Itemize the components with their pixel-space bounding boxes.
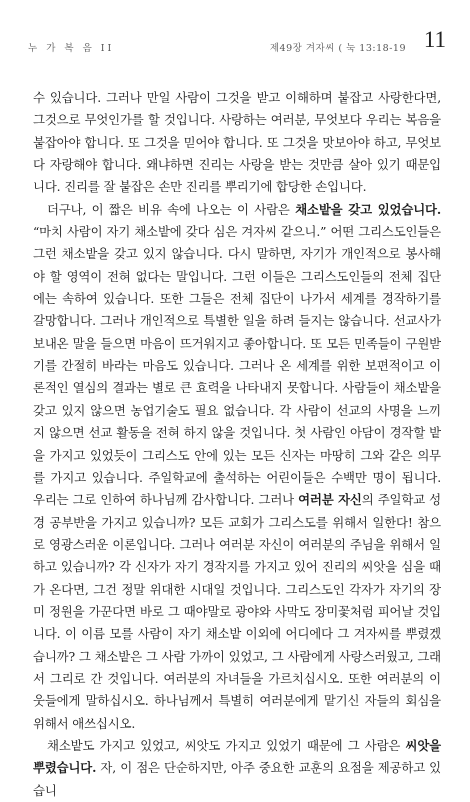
bold-text-segment: 씨앗을 뿌렸습니다. <box>33 737 441 776</box>
text-segment: 자, 이 점은 단순하지만, 아주 중요한 교훈의 요점을 제공하고 있습니 <box>33 760 441 798</box>
page-number: 11 <box>423 27 446 52</box>
bold-text-segment: 여러분 자신 <box>298 492 362 508</box>
paragraph <box>33 87 441 199</box>
text-segment: 의 주일학교 성경 공부반을 가지고 있습니까? 모든 교회가 그리스도를 위해서 일한다! 참으로 영광스러운 이론입니다. 그러나 여러분 자신이 여러분의 주님을 위해서 일하고 있습니까? 각 신자가 자기 경작지를 가지고 있어 진리의 씨앗을 심을 때가 온다면, 그건 정말 위대한 시대일 것입니다. 그리스도인 각자가 자기의 장미 정원을 가꾼다면 바로 그 때야말로 광야와 사막도 장미꽃처럼 피어날 것입니다. 이 이름 모를 사람이 자기 채소밭 이외에 어디에다 그 겨자씨를 뿌렸겠습니까? 그 채소밭은 그 사람 가까이 있었고, 그 사람에게 사랑스러웠고, 그래서 그리로 간 것입니다. 여러분의 자녀들을 가르치십시오. 또한 여러분의 이웃들에게 말하십시오. 하나님께서 특별히 여러분에게 맡기신 자들의 회심을 위해서 애쓰십시오. <box>33 492 441 731</box>
text-segment: 채소밭도 가지고 있었고, 씨앗도 가지고 있었기 때문에 그 사람은 <box>47 737 406 753</box>
body-text <box>33 87 441 802</box>
bold-text-segment: 채소밭을 갖고 있었습니다. <box>295 201 441 217</box>
running-head-chapter-title: 제49장 겨자씨 ( 눅 13:18-19 <box>269 43 406 54</box>
text-segment: 수 있습니다. 그러나 만일 사람이 그것을 받고 이해하며 붙잡고 사랑한다면, 그것으로 무엇인가를 할 것입니다. 사랑하는 여러분, 무엇보다 우리는 복음을 붙잡아야 합니다. 또 그것을 믿어야 합니다. 또 그것을 맛보아야 하고, 무엇보다 자랑해야 합니다. 왜냐하면 진리는 사랑을 받는 것만큼 살아 있기 때문입니다. 진리를 잘 붙잡은 손만 진리를 뿌리기에 합당한 손입니다. <box>33 90 441 195</box>
text-segment: “마치 사람이 자기 채소밭에 갖다 심은 겨자씨 같으니.” 어떤 그리스도인들은 그런 채소밭을 갖고 있지 않습니다. 다시 말하면, 자기가 개인적으로 봉사해야 할 영역이 전혀 없다는 말입니다. 그런 이들은 그리스도인들의 전체 집단에는 속하여 있습니다. 또한 그들은 전체 집단이 나가서 세계를 경작하기를 갈망합니다. 그러나 개인적으로 특별한 일을 하려 들지는 않습니다. 선교사가 보내온 말을 들으면 마음이 뜨거워지고 좋아합니다. 또 모든 민족들이 구원받기를 간절히 바라는 마음도 있습니다. 그러나 온 세계를 위한 보편적이고 이론적인 열심의 결과는 별로 큰 효력을 나타내지 못합니다. 사람들이 채소밭을 갖고 있지 않으면 농업기술도 필요 없습니다. 각 사람이 선교의 사명을 느끼지 않으면 선교 활동을 전혀 하지 않을 것입니다. 첫 사람인 아담이 경작할 밭을 가지고 있었듯이 그리스도 안에 있는 모든 신자는 마땅히 그와 같은 의무를 가지고 있습니다. 주일학교에 출석하는 어린이들은 수백만 명이 됩니다. 우리는 그로 인하여 하나님께 감사합니다. 그러나 <box>33 224 441 508</box>
paragraph <box>33 199 441 735</box>
text-segment: 더구나, 이 짧은 비유 속에 나오는 이 사람은 <box>47 201 296 217</box>
running-head-book-title: 누 가 복 음 II <box>28 43 115 54</box>
page-header <box>0 0 470 70</box>
paragraph <box>33 735 441 802</box>
